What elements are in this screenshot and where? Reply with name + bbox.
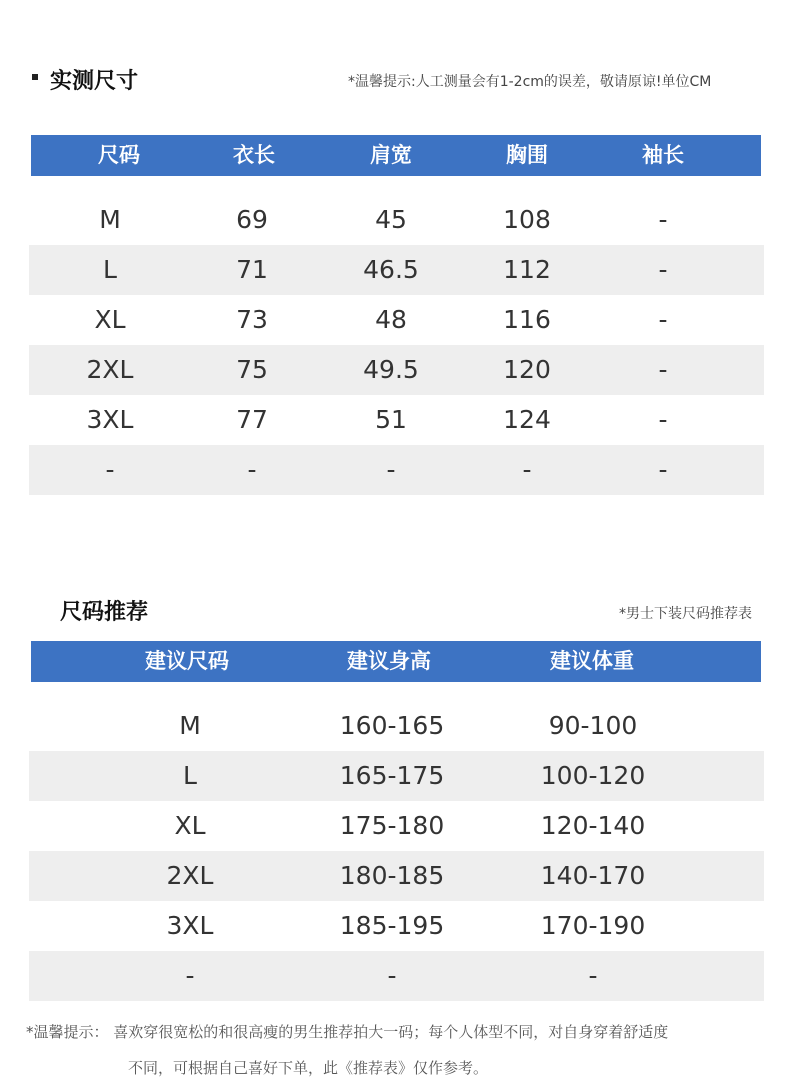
table-row <box>29 801 764 851</box>
recommend-header-height: 建议身高 <box>347 649 431 673</box>
measure-header-bar <box>31 135 761 176</box>
table-cell: 48 <box>375 305 407 334</box>
table-cell: - <box>105 455 115 484</box>
table-row <box>29 951 764 1001</box>
table-cell: 140-170 <box>540 861 646 890</box>
measure-section-title: 实测尺寸 <box>50 69 139 94</box>
table-cell: 185-195 <box>339 911 445 940</box>
table-row <box>29 245 764 295</box>
table-cell: 51 <box>375 405 407 434</box>
table-row <box>29 395 764 445</box>
table-cell: 71 <box>236 255 268 284</box>
recommend-header-size: 建议尺码 <box>145 649 229 673</box>
table-row <box>29 295 764 345</box>
table-cell: - <box>185 961 195 990</box>
table-cell: 100-120 <box>540 761 646 790</box>
table-cell: - <box>247 455 257 484</box>
table-cell: - <box>658 255 668 284</box>
table-row <box>29 701 764 751</box>
table-cell: 120 <box>503 355 551 384</box>
table-cell: XL <box>94 305 126 334</box>
table-cell: 49.5 <box>363 355 419 384</box>
table-cell: 45 <box>375 205 407 234</box>
measure-header-sleeve: 袖长 <box>642 143 684 167</box>
measure-note: *温馨提示:人工测量会有1-2cm的误差，敬请原谅!单位CM <box>348 74 712 90</box>
table-cell: - <box>588 961 598 990</box>
measure-header-size: 尺码 <box>98 143 140 167</box>
table-cell: 180-185 <box>339 861 445 890</box>
table-cell: 2XL <box>86 355 134 384</box>
table-cell: XL <box>174 811 206 840</box>
table-cell: 69 <box>236 205 268 234</box>
recommend-note: *男士下装尺码推荐表 <box>619 606 752 622</box>
table-cell: 160-165 <box>339 711 445 740</box>
table-cell: 116 <box>503 305 551 334</box>
table-cell: 46.5 <box>363 255 419 284</box>
table-cell: M <box>179 711 201 740</box>
table-cell: 124 <box>503 405 551 434</box>
recommend-header-weight: 建议体重 <box>550 649 634 673</box>
table-row <box>29 445 764 495</box>
recommend-table <box>29 701 764 1001</box>
table-cell: 165-175 <box>339 761 445 790</box>
recommend-header-bar <box>31 641 761 682</box>
table-cell: 3XL <box>166 911 214 940</box>
footer-note-line-2: 不同，可根据自己喜好下单，此《推荐表》仅作参考。 <box>128 1059 489 1077</box>
table-cell: 3XL <box>86 405 134 434</box>
table-cell: L <box>183 761 197 790</box>
section-bullet-icon <box>32 74 38 80</box>
measure-table <box>29 195 764 495</box>
recommend-section-title: 尺码推荐 <box>60 600 149 625</box>
measure-header-chest: 胸围 <box>506 143 548 167</box>
table-row <box>29 751 764 801</box>
table-cell: - <box>658 305 668 334</box>
table-row <box>29 851 764 901</box>
table-cell: 120-140 <box>540 811 646 840</box>
measure-header-shoulder: 肩宽 <box>370 143 412 167</box>
table-cell: - <box>522 455 532 484</box>
table-cell: - <box>658 205 668 234</box>
table-cell: - <box>658 455 668 484</box>
table-row <box>29 345 764 395</box>
table-cell: - <box>658 355 668 384</box>
table-cell: - <box>387 961 397 990</box>
footer-note-line-1: *温馨提示： 喜欢穿很宽松的和很高瘦的男生推荐拍大一码；每个人体型不同，对自身穿着舒适度 <box>26 1023 669 1041</box>
table-cell: - <box>386 455 396 484</box>
table-cell: 75 <box>236 355 268 384</box>
table-cell: M <box>99 205 121 234</box>
table-cell: 170-190 <box>540 911 646 940</box>
table-row <box>29 901 764 951</box>
table-row <box>29 195 764 245</box>
table-cell: 112 <box>503 255 551 284</box>
table-cell: 90-100 <box>548 711 638 740</box>
table-cell: 73 <box>236 305 268 334</box>
table-cell: L <box>103 255 117 284</box>
table-cell: - <box>658 405 668 434</box>
measure-header-length: 衣长 <box>233 143 275 167</box>
table-cell: 77 <box>236 405 268 434</box>
table-cell: 2XL <box>166 861 214 890</box>
table-cell: 108 <box>503 205 551 234</box>
table-cell: 175-180 <box>339 811 445 840</box>
